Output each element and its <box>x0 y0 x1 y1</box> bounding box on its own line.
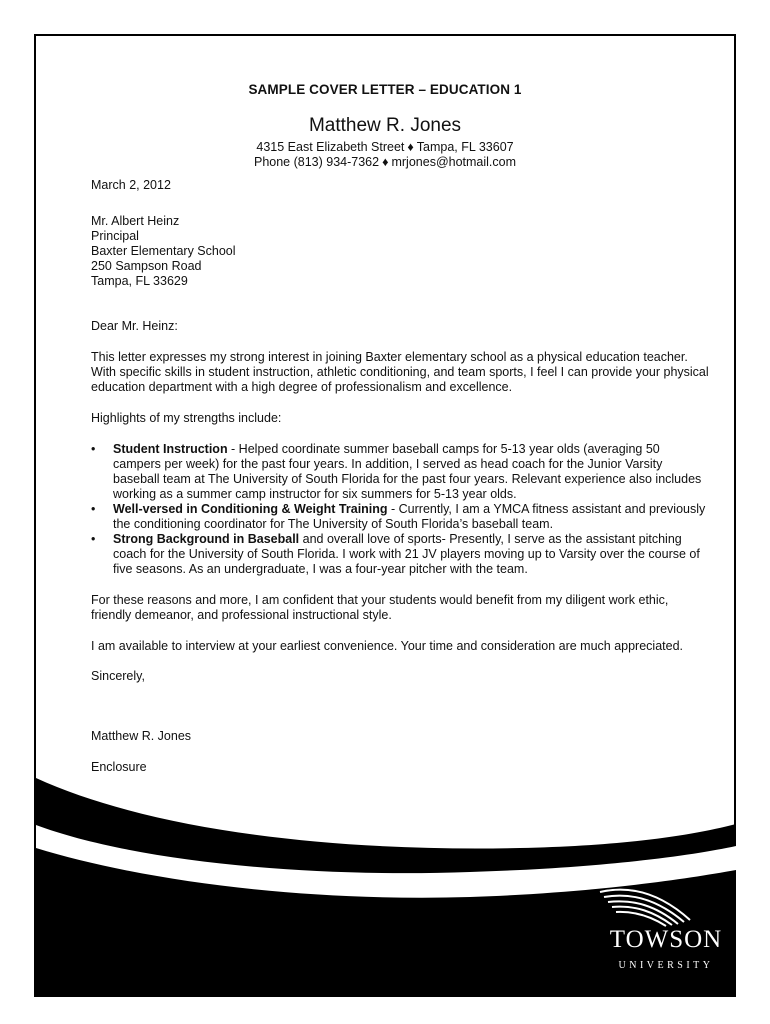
towson-logo-subtitle: UNIVERSITY <box>618 960 714 971</box>
highlight-heading: Strong Background in Baseball <box>113 532 300 546</box>
intro-paragraph: This letter expresses my strong interest in joining Baxter elementary school as a physical education teacher. With specific skills in student instruction, athletic conditioning, and team sports, I feel I can provide your physical education department with a high degree of professionalism and excellence. <box>91 350 709 394</box>
highlight-text: and overall love of sports- Presently, I serve as the assistant pitching coach for the University of South Florida. I work with 21 JV players moving up to Varsity over the course of five seasons. As an undergraduate, I was a four-year pitcher with the team. <box>113 532 700 576</box>
sender-street: 4315 East Elizabeth Street <box>256 140 405 154</box>
bullet-icon: • <box>91 502 96 516</box>
highlight-text: - Helped coordinate summer baseball camps for 5-13 year olds (averaging 50 campers per week) for the past four years. In addition, I served as head coach for the Junior Varsity baseball team at The University of South Florida for the past four years. Relevant experience also includes working as a summer camp instructor for six summers for 5-13 year olds. <box>113 442 702 501</box>
recipient-city: Tampa, FL 33629 <box>91 274 188 288</box>
closing: Sincerely, <box>91 669 145 683</box>
highlight-heading: Well-versed in Conditioning & Weight Training <box>113 502 388 516</box>
salutation: Dear Mr. Heinz: <box>91 319 178 333</box>
sender-email: mrjones@hotmail.com <box>391 155 517 169</box>
availability-paragraph: I am available to interview at your earliest convenience. Your time and consideration are much appreciated. <box>91 639 684 653</box>
document-title: SAMPLE COVER LETTER – EDUCATION 1 <box>248 82 522 97</box>
sender-phone: Phone (813) 934-7362 <box>253 155 380 169</box>
sender-city: Tampa, FL 33607 <box>416 140 514 154</box>
recipient-title: Principal <box>91 229 139 243</box>
closing-paragraph: For these reasons and more, I am confident that your students would benefit from my diligent work ethic, friendly demeanor, and professional instructional style. <box>91 593 669 622</box>
sender-contact <box>0 155 770 169</box>
recipient-street: 250 Sampson Road <box>91 259 202 273</box>
enclosure: Enclosure <box>91 760 147 774</box>
bullet-icon: • <box>91 532 96 546</box>
highlight-text: - Currently, I am a YMCA fitness assistant and previously the conditioning coordinator for The University of South Florida’s baseball team. <box>113 502 706 531</box>
recipient-name: Mr. Albert Heinz <box>91 214 180 228</box>
highlight-heading: Student Instruction <box>113 442 228 456</box>
list-item <box>91 502 711 532</box>
signature-name: Matthew R. Jones <box>91 729 192 743</box>
sender-name: Matthew R. Jones <box>308 115 462 136</box>
separator-diamond: ♦ <box>382 155 389 169</box>
recipient-block <box>91 214 711 289</box>
list-item <box>91 532 711 577</box>
sender-address <box>0 140 770 154</box>
recipient-school: Baxter Elementary School <box>91 244 236 258</box>
bullet-icon: • <box>91 442 96 456</box>
highlights-heading: Highlights of my strengths include: <box>91 411 282 425</box>
towson-logo-name: TOWSON <box>609 926 723 953</box>
separator-diamond: ♦ <box>407 140 414 154</box>
highlights-list <box>91 442 711 577</box>
list-item <box>91 442 711 502</box>
letter-date: March 2, 2012 <box>91 178 171 192</box>
